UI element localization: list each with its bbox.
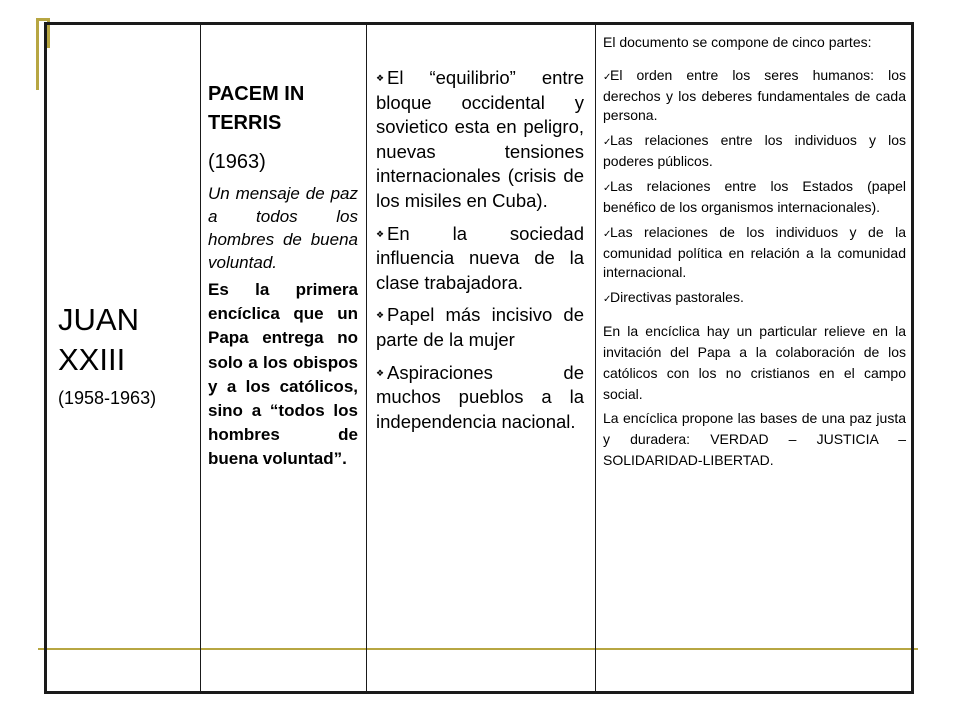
column-divider	[595, 22, 596, 694]
encyclical-subtitle: Un mensaje de paz a todos los hombres de buena voluntad.	[208, 184, 358, 272]
checkmark-icon: ✓	[603, 71, 612, 83]
structure-part: ✓Las relaciones de los individuos y de la comunidad política en relación a la comunidad internacional.	[603, 223, 906, 280]
structure-note: En la encíclica hay un particular relieve en la invitación del Papa a la colaboración de los católicos con los no cristianos en el campo social.	[603, 322, 906, 402]
decorative-line	[36, 18, 39, 90]
checkmark-icon: ✓	[603, 182, 612, 194]
context-item: ❖ Aspiraciones de muchos pueblos a la independencia nacional.	[376, 361, 584, 432]
structure-part: ✓Las relaciones entre los Estados (papel benéfico de los organismos internacionales).	[603, 177, 906, 215]
diamond-bullet-icon: ❖	[376, 228, 385, 239]
structure-intro: El documento se compone de cinco partes:	[603, 34, 872, 50]
pope-years: (1958-1963)	[58, 387, 157, 408]
pope-cell	[48, 22, 198, 694]
encyclical-year: (1963)	[208, 151, 266, 173]
encyclical-title: PACEM IN TERRIS	[208, 83, 305, 134]
column-divider	[366, 22, 367, 694]
encyclical-cell	[208, 80, 358, 472]
pope-name: JUAN XXIII	[58, 301, 139, 377]
diamond-bullet-icon: ❖	[376, 73, 385, 83]
checkmark-icon: ✓	[603, 136, 612, 148]
structure-part: ✓Directivas pastorales.	[603, 288, 906, 309]
diamond-bullet-icon: ❖	[376, 367, 385, 378]
checkmark-icon: ✓	[603, 293, 612, 305]
structure-cell	[603, 32, 906, 471]
decorative-line	[36, 18, 48, 21]
context-item: ❖ Papel más incisivo de parte de la mujer	[376, 304, 584, 350]
checkmark-icon: ✓	[603, 228, 612, 240]
context-item: ❖ En la sociedad influencia nueva de la clase trabajadora.	[376, 222, 584, 293]
context-item: ❖ El “equilibrio” entre bloque occidental y sovietico esta en peligro, nuevas tensiones internacionales (crisis de los misiles en Cuba).	[376, 67, 584, 211]
structure-part: ✓Las relaciones entre los individuos y los poderes públicos.	[603, 131, 906, 169]
diamond-bullet-icon: ❖	[376, 310, 385, 321]
encyclical-description: Es la primera encíclica que un Papa entrega no solo a los obispos y a los católicos, sino a “todos los hombres de buena voluntad”.	[208, 280, 358, 469]
context-cell	[376, 66, 584, 442]
structure-conclusion: La encíclica propone las bases de una paz justa y duradera: VERDAD – JUSTICIA – SOLIDARIDAD-LIBERTAD.	[603, 409, 906, 468]
column-divider	[200, 22, 201, 694]
structure-part: ✓El orden entre los seres humanos: los derechos y los deberes fundamentales de cada persona.	[603, 66, 906, 123]
